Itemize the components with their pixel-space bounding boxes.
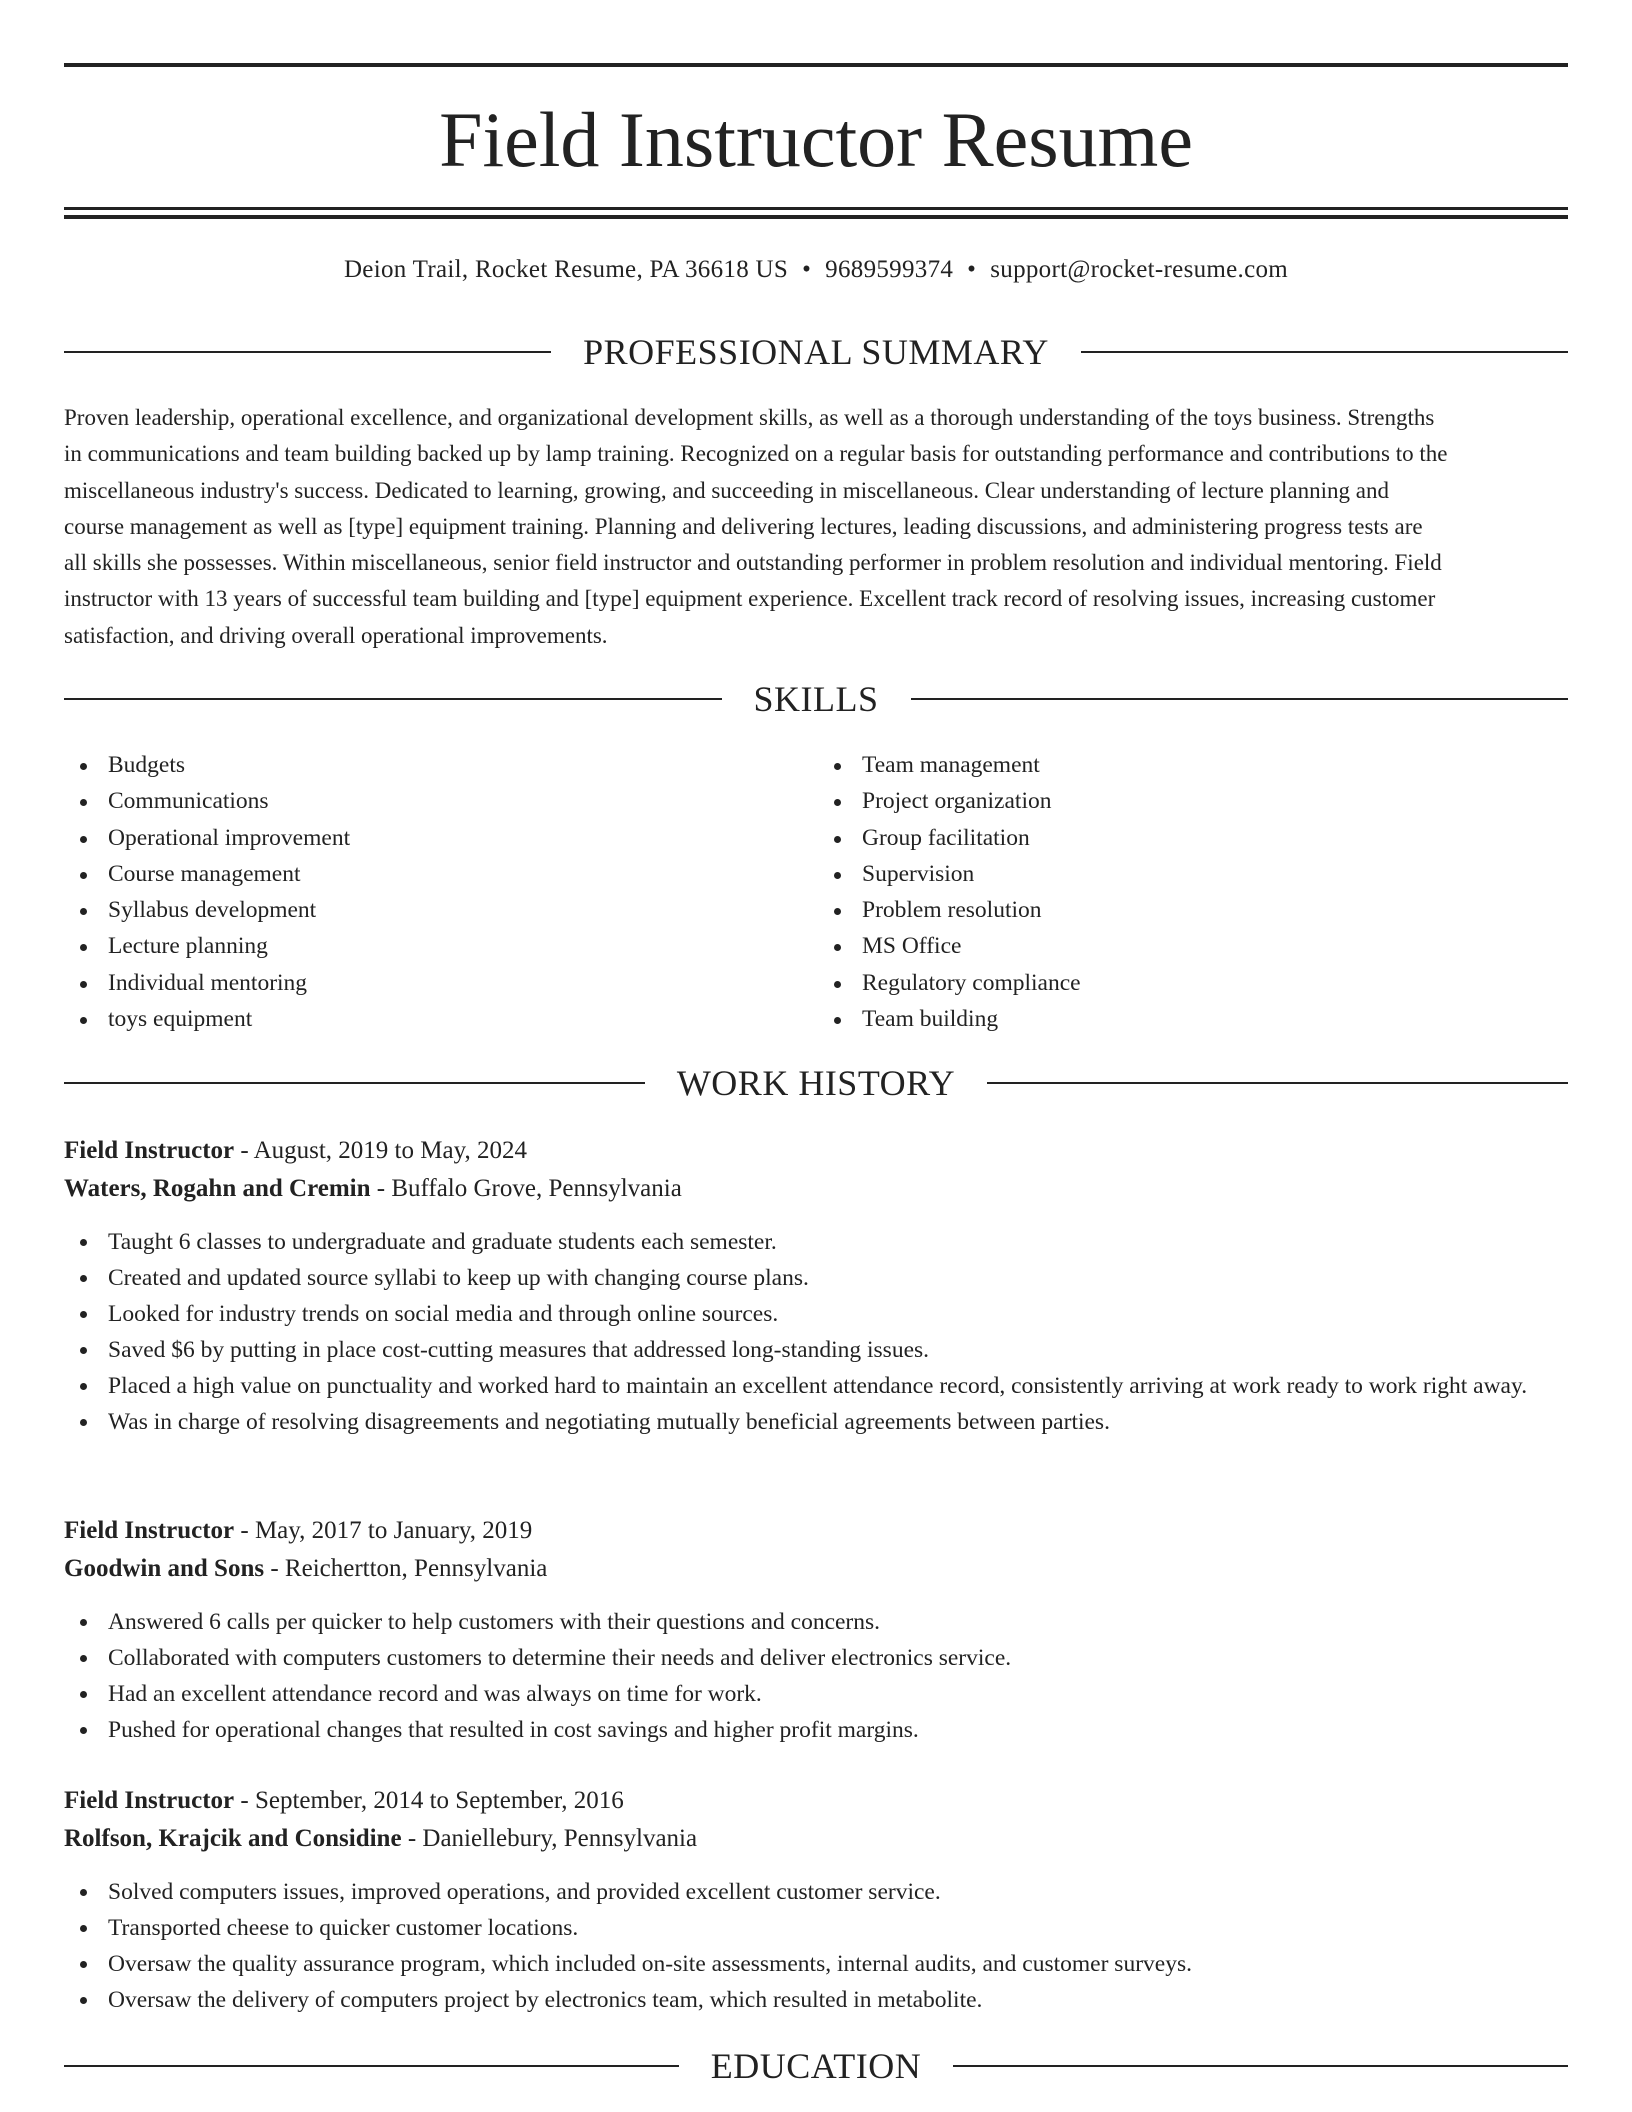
divider-line	[64, 698, 722, 700]
job-company-line	[64, 1170, 1568, 1208]
skill-item: Individual mentoring	[64, 965, 816, 1001]
divider-line	[987, 1082, 1568, 1084]
job-bullet: Transported cheese to quicker customer locations.	[64, 1910, 1568, 1946]
skill-item: Team management	[818, 747, 1568, 783]
job-company: Waters, Rogahn and Cremin	[64, 1175, 371, 1202]
skill-item: Budgets	[64, 747, 816, 783]
skill-item: Supervision	[818, 856, 1568, 892]
skill-item: Group facilitation	[818, 820, 1568, 856]
job-bullet: Oversaw the quality assurance program, which included on-site assessments, internal audits, and customer surveys.	[64, 1946, 1568, 1982]
job-bullet: Had an excellent attendance record and was always on time for work.	[64, 1676, 1568, 1712]
divider-line	[64, 351, 551, 353]
contact-email: support@rocket-resume.com	[990, 256, 1289, 283]
summary-line: in communications and team building backed up by lamp training. Recognized on a regular basis for outstanding performance and contributions to the	[64, 441, 1448, 467]
job-bullet: Collaborated with computers customers to determine their needs and deliver electronics service.	[64, 1640, 1568, 1676]
job-title-line	[64, 1132, 1568, 1170]
section-title: WORK HISTORY	[676, 1063, 956, 1103]
skill-item: Team building	[818, 1001, 1568, 1037]
summary-line: instructor with 13 years of successful team building and [type] equipment experience. Excellent track record of resolving issues, increasing customer	[64, 586, 1436, 612]
job-dates: - September, 2014 to September, 2016	[234, 1787, 624, 1814]
skill-item: toys equipment	[64, 1001, 816, 1037]
skills-column-right	[816, 747, 1568, 1037]
section-heading-work	[64, 1061, 1568, 1105]
top-rule	[64, 63, 1568, 67]
summary-line: Proven leadership, operational excellence, and organizational development skills, as well as a thorough understanding of the toys business. Strengths	[64, 405, 1435, 430]
skill-item: Regulatory compliance	[818, 965, 1568, 1001]
job-bullet: Was in charge of resolving disagreements and negotiating mutually beneficial agreements between parties.	[64, 1404, 1568, 1440]
section-heading-summary	[64, 330, 1568, 374]
job-dates: - August, 2019 to May, 2024	[234, 1137, 527, 1164]
section-heading-skills	[64, 677, 1568, 721]
contact-line	[64, 254, 1568, 286]
skill-item: MS Office	[818, 928, 1568, 964]
skill-item: Course management	[64, 856, 816, 892]
job-company: Goodwin and Sons	[64, 1555, 265, 1582]
skills-column-left	[64, 747, 816, 1037]
summary-line: satisfaction, and driving overall operational improvements.	[64, 622, 608, 648]
skill-item: Project organization	[818, 783, 1568, 819]
summary-line: all skills she possesses. Within miscellaneous, senior field instructor and outstanding performer in problem resolution and individual mentoring. Field	[64, 550, 1442, 576]
job-bullet: Answered 6 calls per quicker to help customers with their questions and concerns.	[64, 1604, 1568, 1640]
job-bullet: Looked for industry trends on social media and through online sources.	[64, 1296, 1568, 1332]
section-title: PROFESSIONAL SUMMARY	[583, 332, 1049, 372]
title-rule-upper	[64, 207, 1568, 210]
job-bullets	[64, 1874, 1568, 2018]
resume-title: Field Instructor Resume	[439, 96, 1193, 183]
job-title: Field Instructor	[64, 1787, 235, 1814]
skill-item: Operational improvement	[64, 820, 816, 856]
section-title: SKILLS	[753, 679, 879, 719]
job-location: - Reichertton, Pennsylvania	[264, 1555, 548, 1582]
job-entry	[64, 1782, 1568, 2018]
summary-line: course management as well as [type] equipment training. Planning and delivering lectures, leading discussions, and administering progress tests are	[64, 513, 1423, 539]
section-heading-education	[64, 2044, 1568, 2088]
job-dates: - May, 2017 to January, 2019	[234, 1517, 533, 1544]
job-bullet: Placed a high value on punctuality and worked hard to maintain an excellent attendance record, consistently arriving at work ready to work right away.	[64, 1368, 1568, 1404]
job-bullet: Created and updated source syllabi to keep up with changing course plans.	[64, 1260, 1568, 1296]
job-bullet: Solved computers issues, improved operations, and provided excellent customer service.	[64, 1874, 1568, 1910]
skill-item: Lecture planning	[64, 928, 816, 964]
job-bullet: Saved $6 by putting in place cost-cutting measures that addressed long-standing issues.	[64, 1332, 1568, 1368]
job-bullet: Pushed for operational changes that resulted in cost savings and higher profit margins.	[64, 1712, 1568, 1748]
job-bullet: Taught 6 classes to undergraduate and graduate students each semester.	[64, 1224, 1568, 1260]
job-entry	[64, 1512, 1568, 1748]
divider-line	[64, 2065, 679, 2067]
skill-item: Syllabus development	[64, 892, 816, 928]
job-company-line	[64, 1550, 1568, 1588]
contact-separator: •	[802, 256, 812, 283]
skill-item: Communications	[64, 783, 816, 819]
job-location: - Daniellebury, Pennsylvania	[401, 1825, 698, 1852]
summary-line: miscellaneous industry's success. Dedicated to learning, growing, and succeeding in miscellaneous. Clear understanding of lecture planning and	[64, 477, 1389, 503]
contact-address: Deion Trail, Rocket Resume, PA 36618 US	[343, 256, 789, 283]
job-title-line	[64, 1782, 1568, 1820]
section-title: EDUCATION	[710, 2046, 922, 2086]
job-title: Field Instructor	[64, 1137, 235, 1164]
divider-line	[911, 698, 1569, 700]
divider-line	[953, 2065, 1568, 2067]
divider-line	[64, 1082, 645, 1084]
job-title-line	[64, 1512, 1568, 1550]
job-company-line	[64, 1820, 1568, 1858]
job-bullets	[64, 1224, 1568, 1440]
job-company: Rolfson, Krajcik and Considine	[64, 1825, 402, 1852]
contact-separator: •	[967, 256, 977, 283]
job-location: - Buffalo Grove, Pennsylvania	[370, 1175, 682, 1202]
job-bullets	[64, 1604, 1568, 1748]
summary-text	[64, 400, 1568, 654]
job-bullet: Oversaw the delivery of computers project by electronics team, which resulted in metabolite.	[64, 1982, 1568, 2018]
skill-item: Problem resolution	[818, 892, 1568, 928]
job-entry	[64, 1132, 1568, 1440]
title-rule-lower	[64, 215, 1568, 219]
skills-list	[64, 747, 1568, 1037]
job-title: Field Instructor	[64, 1517, 235, 1544]
contact-phone: 9689599374	[825, 256, 954, 283]
divider-line	[1081, 351, 1568, 353]
